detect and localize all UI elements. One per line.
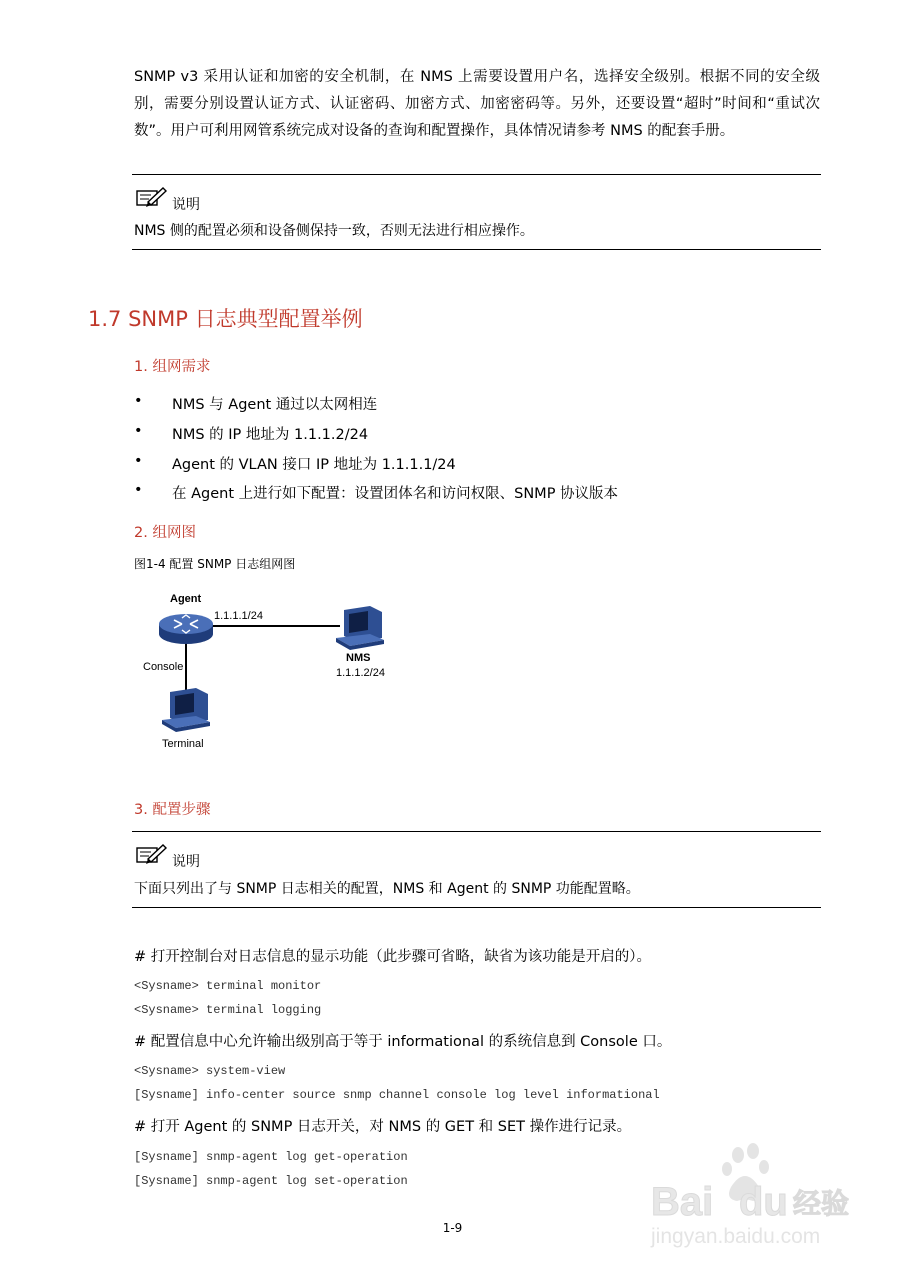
step-intro: # 打开控制台对日志信息的显示功能（此步骤可省略，缺省为该功能是开启的）。	[134, 949, 652, 965]
note-pencil-icon	[134, 185, 168, 209]
step-intro: # 打开 Agent 的 SNMP 日志开关，对 NMS 的 GET 和 SET 操作进行记录。	[134, 1119, 632, 1135]
router-icon	[159, 614, 213, 644]
svg-text:du: du	[739, 1180, 788, 1224]
agent-label: Agent	[170, 593, 202, 605]
terminal-computer-icon	[162, 688, 210, 732]
note-top-rule	[132, 174, 821, 175]
note-label: 说明	[172, 854, 200, 870]
section-title: 1.7 SNMP 日志典型配置举例	[88, 307, 363, 331]
svg-text:jingyan.baidu.com: jingyan.baidu.com	[651, 1225, 821, 1248]
note-top-rule	[132, 831, 821, 832]
bullet-icon: •	[134, 482, 143, 498]
code-line: [Sysname] info-center source snmp channel console log level informational	[134, 1088, 660, 1102]
note-bottom-rule	[132, 249, 821, 250]
subheading-network-requirements: 1. 组网需求	[134, 359, 211, 375]
code-line: <Sysname> terminal logging	[134, 1003, 322, 1017]
note-text: NMS 侧的配置必须和设备侧保持一致，否则无法进行相应操作。	[134, 223, 534, 239]
nms-computer-icon	[336, 606, 384, 650]
bullet-icon: •	[134, 393, 143, 409]
console-label: Console	[143, 661, 184, 673]
step-intro: # 配置信息中心允许输出级别高于等于 informational 的系统信息到 Console 口。	[134, 1034, 672, 1050]
agent-ip-label: 1.1.1.1/24	[214, 610, 263, 622]
note-pencil-icon	[134, 842, 168, 866]
svg-text:Bai: Bai	[651, 1180, 714, 1224]
code-line: <Sysname> terminal monitor	[134, 979, 322, 993]
code-line: [Sysname] snmp-agent log set-operation	[134, 1174, 408, 1188]
note-bottom-rule	[132, 907, 821, 908]
subheading-network-diagram: 2. 组网图	[134, 525, 196, 541]
note-text: 下面只列出了与 SNMP 日志相关的配置，NMS 和 Agent 的 SNMP 功能配置略。	[134, 881, 640, 897]
nms-label: NMS	[346, 652, 371, 664]
nms-ip-label: 1.1.1.2/24	[336, 667, 385, 679]
network-diagram	[130, 588, 420, 758]
bullet-icon: •	[134, 423, 143, 439]
figure-caption: 图1-4 配置 SNMP 日志组网图	[134, 557, 296, 571]
svg-text:经验: 经验	[793, 1187, 850, 1220]
code-line: <Sysname> system-view	[134, 1064, 286, 1078]
baidu-watermark-logo	[643, 1143, 853, 1253]
intro-paragraph: SNMP v3 采用认证和加密的安全机制，在 NMS 上需要设置用户名，选择安全级别。根据不同的安全级别，需要分别设置认证方式、认证密码、加密方式、加密密码等。另外，还要设置“超时”时间和“重试次数”。用户可利用网管系统完成对设备的查询和配置操作，具体情况请参考 NMS 的配套手册。	[134, 69, 820, 139]
note-label: 说明	[172, 197, 200, 213]
bullet-icon: •	[134, 453, 143, 469]
subheading-config-steps: 3. 配置步骤	[134, 802, 211, 818]
code-line: [Sysname] snmp-agent log get-operation	[134, 1150, 408, 1164]
terminal-label: Terminal	[162, 738, 204, 750]
page-number: 1-9	[442, 1221, 463, 1235]
